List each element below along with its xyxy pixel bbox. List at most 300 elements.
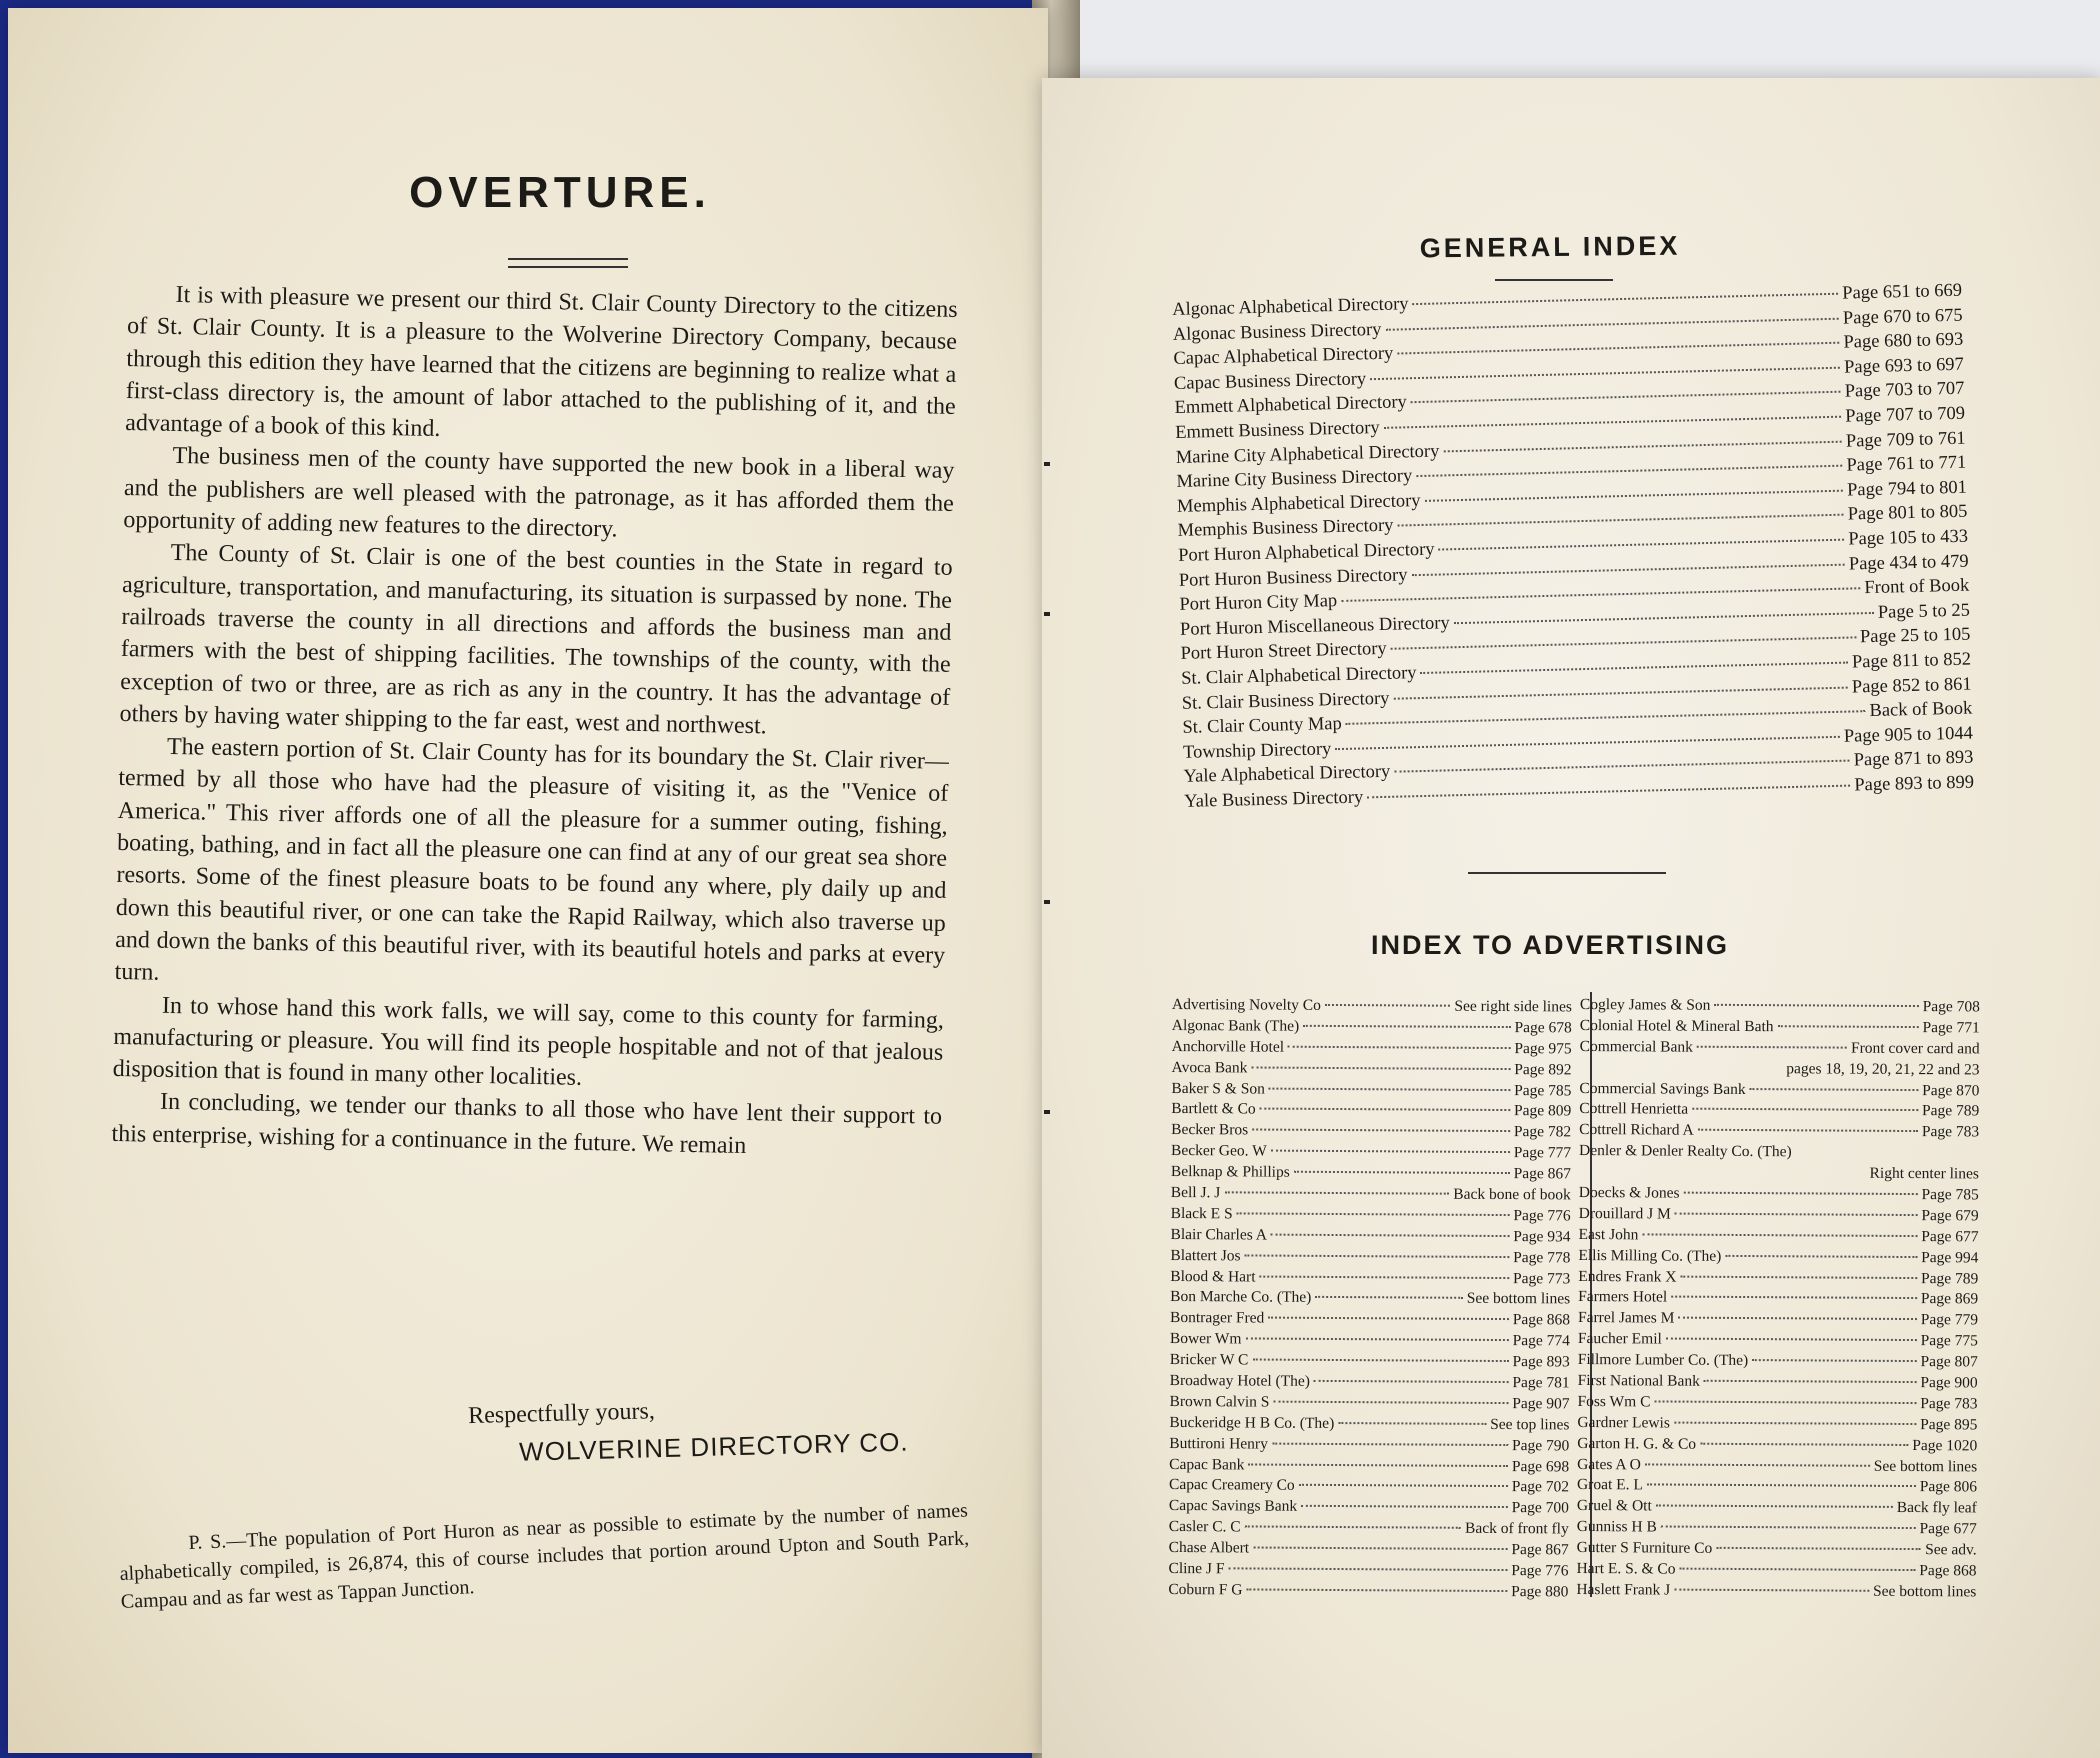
index-row bbox=[1577, 1539, 1977, 1562]
paragraph: In concluding, we tender our thanks to all those who have lent their support to this enterprise, wishing for a continuance in the future. We remain bbox=[111, 1089, 943, 1159]
entry-page: Page 789 bbox=[1920, 1269, 1979, 1288]
leader-dots bbox=[1271, 1233, 1509, 1236]
leader-dots bbox=[1315, 1296, 1462, 1299]
entry-page: Page 678 bbox=[1514, 1018, 1572, 1037]
entry-page: Page 807 bbox=[1920, 1353, 1978, 1371]
advertising-index-title: INDEX TO ADVERTISING bbox=[1370, 930, 1730, 960]
entry-page: Page 680 to 693 bbox=[1843, 329, 1964, 353]
entry-page: Page 679 bbox=[1921, 1206, 1979, 1225]
index-row bbox=[1579, 1205, 1979, 1228]
entry-page: Page 698 bbox=[1511, 1457, 1570, 1476]
index-row bbox=[1171, 1080, 1571, 1103]
index-row bbox=[1170, 1372, 1570, 1395]
entry-page: Page 702 bbox=[1511, 1478, 1570, 1496]
entry-name: Blair Charles A bbox=[1170, 1225, 1268, 1244]
entry-page: Page 105 to 433 bbox=[1848, 526, 1969, 550]
index-row bbox=[1578, 1247, 1978, 1270]
leader-dots bbox=[1341, 587, 1860, 602]
entry-page: Page 934 bbox=[1513, 1227, 1571, 1246]
entry-name: Gunniss H B bbox=[1576, 1518, 1657, 1536]
index-row bbox=[1170, 1247, 1570, 1270]
leader-dots bbox=[1752, 1359, 1916, 1362]
entry-name: Commercial Bank bbox=[1579, 1037, 1693, 1056]
entry-page: See adv. bbox=[1925, 1541, 1977, 1559]
leader-dots bbox=[1778, 1025, 1919, 1028]
entry-name: Baker S & Son bbox=[1171, 1079, 1265, 1098]
entry-name: St. Clair Alphabetical Directory bbox=[1181, 663, 1417, 689]
entry-name: Ellis Milling Co. (The) bbox=[1578, 1246, 1722, 1265]
entry-page: Page 703 to 707 bbox=[1844, 379, 1965, 402]
leader-dots bbox=[1288, 1045, 1510, 1048]
leader-dots bbox=[1268, 1317, 1508, 1320]
entry-name: Endres Frank X bbox=[1578, 1267, 1677, 1286]
entry-page: Page 434 to 479 bbox=[1848, 551, 1969, 575]
leader-dots bbox=[1273, 1401, 1508, 1404]
advertising-column-right bbox=[1576, 996, 1980, 1604]
entry-page: See bottom lines bbox=[1466, 1290, 1571, 1308]
general-index-rule bbox=[1495, 279, 1613, 281]
entry-name: Bower Wm bbox=[1169, 1330, 1242, 1348]
leader-dots bbox=[1246, 1338, 1509, 1342]
general-index-list bbox=[1172, 281, 1974, 817]
leader-dots bbox=[1443, 440, 1842, 452]
entry-name: Blattert Jos bbox=[1170, 1246, 1241, 1265]
leader-dots bbox=[1697, 1045, 1847, 1048]
entry-name: Haslett Frank J bbox=[1576, 1580, 1671, 1599]
entry-page: Page 801 to 805 bbox=[1847, 501, 1968, 525]
entry-name: Gruel & Ott bbox=[1576, 1497, 1652, 1515]
entry-page: Page 809 bbox=[1513, 1102, 1572, 1120]
leader-dots bbox=[1269, 1087, 1510, 1090]
leader-dots bbox=[1393, 686, 1848, 699]
index-row bbox=[1579, 1100, 1979, 1123]
index-row bbox=[1577, 1497, 1977, 1520]
entry-page: See bottom lines bbox=[1873, 1457, 1978, 1476]
entry-name: Becker Geo. W bbox=[1171, 1142, 1267, 1160]
index-row bbox=[1579, 1184, 1979, 1207]
leader-dots bbox=[1420, 661, 1848, 673]
general-index-title: GENERAL INDEX bbox=[1419, 230, 1681, 264]
entry-page: Back fly leaf bbox=[1896, 1499, 1977, 1517]
entry-page: See top lines bbox=[1490, 1415, 1570, 1434]
entry-name: Bricker W C bbox=[1169, 1351, 1249, 1369]
entry-name: First National Bank bbox=[1577, 1372, 1700, 1390]
leader-dots bbox=[1346, 710, 1866, 725]
index-row bbox=[1578, 1288, 1978, 1311]
entry-page: Page 693 to 697 bbox=[1843, 354, 1965, 378]
paragraph: The County of St. Clair is one of the best counties in the State in regard to agriculture, transportation, and manufacturing, its situation is surpassed by none. The railroads traverse the county in all directions and affords the business man and farmers with the best of shipping facilities. The townships of the county, with the exception of two or three, are as rich as any in the country. It has the advantage of others by having water shipping to the far east, west and northwest. bbox=[119, 540, 953, 740]
entry-name: Becker Bros bbox=[1171, 1121, 1249, 1139]
index-row bbox=[1577, 1476, 1977, 1499]
leader-dots bbox=[1411, 563, 1845, 576]
entry-page: Page 700 bbox=[1511, 1499, 1569, 1517]
entry-name: Yale Business Directory bbox=[1184, 787, 1364, 812]
leader-dots bbox=[1299, 1484, 1508, 1487]
index-row bbox=[1578, 1330, 1978, 1353]
entry-name: Faucher Emil bbox=[1577, 1330, 1662, 1348]
leader-dots bbox=[1656, 1505, 1893, 1508]
entry-page: Page 868 bbox=[1919, 1562, 1977, 1580]
leader-dots bbox=[1700, 1442, 1908, 1445]
entry-name: Commercial Savings Bank bbox=[1579, 1079, 1746, 1098]
entry-page: Page 775 bbox=[1920, 1332, 1978, 1350]
leader-dots bbox=[1397, 514, 1843, 527]
entry-page: Right center lines bbox=[1869, 1164, 1979, 1183]
entry-page: Page 783 bbox=[1921, 1123, 1980, 1141]
index-row bbox=[1170, 1288, 1570, 1311]
index-row bbox=[1577, 1414, 1977, 1437]
leader-dots bbox=[1680, 1568, 1916, 1571]
leader-dots bbox=[1335, 736, 1840, 750]
leader-dots bbox=[1692, 1108, 1918, 1111]
leader-dots bbox=[1674, 1589, 1869, 1592]
leader-dots bbox=[1252, 1359, 1508, 1363]
entry-page: Page 811 to 852 bbox=[1851, 649, 1972, 673]
entry-name: Port Huron Alphabetical Directory bbox=[1178, 539, 1435, 566]
entry-name: Fillmore Lumber Co. (The) bbox=[1577, 1351, 1749, 1370]
entry-page: Page 994 bbox=[1921, 1248, 1979, 1267]
index-row bbox=[1580, 1038, 1980, 1061]
leader-dots bbox=[1716, 1547, 1921, 1550]
entry-name: Brown Calvin S bbox=[1169, 1392, 1270, 1411]
entry-name: Casler C. C bbox=[1168, 1518, 1241, 1536]
entry-name: Advertising Novelty Co bbox=[1171, 996, 1321, 1014]
entry-name: Foss Wm C bbox=[1577, 1392, 1651, 1411]
leader-dots bbox=[1714, 1004, 1918, 1007]
entry-name: Marine City Alphabetical Directory bbox=[1175, 441, 1440, 468]
leader-dots bbox=[1251, 1066, 1510, 1070]
index-row bbox=[1169, 1414, 1569, 1437]
leader-dots bbox=[1698, 1129, 1918, 1132]
entry-page: Page 776 bbox=[1511, 1562, 1569, 1580]
entry-name: Cottrell Henrietta bbox=[1579, 1100, 1689, 1119]
overture-title: OVERTURE. bbox=[409, 168, 711, 217]
index-row bbox=[1172, 1017, 1572, 1040]
paragraph: The eastern portion of St. Clair County has for its boundary the St. Clair river—termed by all those who have had the pleasure of visiting it, as the "Venice of America." This river affords one of all the pleasure for a summer outing, fishing, boating, bathing, and in fact all the pleasure one can find at any of our great sea shore resorts. Some of the finest pleasure boats to be found any where, ply daily up and down this beautiful river, or one can take the Rapid Railway, which also traverse up and down the banks of this beautiful river, with its beautiful hotels and parks at every turn. bbox=[114, 733, 950, 986]
entry-page: Page 677 bbox=[1919, 1520, 1977, 1538]
paragraph: The business men of the county have supported the new book in a liberal way and the publishers are well pleased with the patronage, as it has afforded them the opportunity of adding new features to the directory. bbox=[123, 443, 955, 543]
entry-name: Emmett Business Directory bbox=[1175, 417, 1380, 443]
leader-dots bbox=[1647, 1484, 1916, 1488]
entry-page: Page 870 bbox=[1922, 1081, 1980, 1100]
entry-page: Page 773 bbox=[1512, 1269, 1571, 1288]
index-row bbox=[1171, 1163, 1571, 1186]
leader-dots bbox=[1248, 1463, 1507, 1467]
overture-body bbox=[111, 278, 958, 1166]
entry-page: Page 778 bbox=[1513, 1248, 1571, 1267]
entry-page: Page 708 bbox=[1922, 998, 1980, 1016]
entry-page: Page 761 to 771 bbox=[1846, 452, 1967, 476]
index-row bbox=[1171, 1100, 1571, 1123]
leader-dots bbox=[1411, 391, 1841, 404]
leader-dots bbox=[1314, 1380, 1508, 1383]
entry-page: Back of front fly bbox=[1464, 1520, 1569, 1538]
entry-page: Page 5 to 25 bbox=[1877, 600, 1971, 623]
leader-dots bbox=[1666, 1338, 1917, 1342]
index-row bbox=[1577, 1435, 1977, 1458]
index-row bbox=[1577, 1456, 1977, 1479]
entry-page: Page 867 bbox=[1513, 1165, 1571, 1183]
entry-name: Capac Alphabetical Directory bbox=[1173, 343, 1394, 370]
index-row bbox=[1169, 1476, 1569, 1499]
entry-name: Belknap & Phillips bbox=[1170, 1163, 1290, 1181]
entry-name: Groat E. L bbox=[1576, 1476, 1643, 1494]
entry-name: Gardner Lewis bbox=[1577, 1413, 1670, 1432]
entry-name: Doecks & Jones bbox=[1578, 1184, 1680, 1202]
entry-name: St. Clair County Map bbox=[1182, 714, 1342, 738]
index-row bbox=[1576, 1581, 1976, 1604]
leader-dots bbox=[1272, 1442, 1508, 1445]
entry-name: Denler & Denler Realty Co. (The) bbox=[1579, 1142, 1792, 1161]
index-row bbox=[1577, 1393, 1977, 1416]
entry-page: Back of Book bbox=[1869, 698, 1973, 722]
entry-name: Gates A O bbox=[1577, 1455, 1641, 1473]
index-row bbox=[1168, 1560, 1568, 1583]
entry-page: Page 774 bbox=[1512, 1332, 1570, 1350]
index-row bbox=[1170, 1351, 1570, 1374]
index-row bbox=[1170, 1309, 1570, 1332]
index-row bbox=[1169, 1497, 1569, 1520]
entry-name: Farmers Hotel bbox=[1578, 1288, 1668, 1307]
index-row bbox=[1169, 1518, 1569, 1541]
section-divider bbox=[1468, 872, 1666, 874]
entry-page: Page 783 bbox=[1920, 1395, 1978, 1413]
entry-page: Page 975 bbox=[1514, 1039, 1572, 1058]
leader-dots bbox=[1661, 1526, 1916, 1530]
entry-name: Marine City Business Directory bbox=[1176, 466, 1413, 493]
advertising-column-left bbox=[1168, 996, 1572, 1604]
entry-page: Page 893 to 899 bbox=[1854, 772, 1975, 796]
leader-dots bbox=[1294, 1171, 1510, 1174]
index-row bbox=[1579, 1163, 1979, 1186]
entry-name: Port Huron Miscellaneous Directory bbox=[1179, 613, 1450, 640]
entry-name: Cline J F bbox=[1168, 1560, 1225, 1578]
entry-name: Capac Bank bbox=[1169, 1455, 1245, 1474]
leader-dots bbox=[1246, 1588, 1507, 1592]
entry-page: Page 900 bbox=[1920, 1374, 1978, 1392]
leader-dots bbox=[1654, 1400, 1916, 1404]
entry-page: Page 868 bbox=[1512, 1311, 1571, 1329]
entry-name: Yale Alphabetical Directory bbox=[1183, 762, 1391, 788]
entry-name: St. Clair Business Directory bbox=[1181, 688, 1390, 714]
entry-name: Broadway Hotel (The) bbox=[1169, 1372, 1311, 1390]
entry-name: Algonac Bank (The) bbox=[1171, 1016, 1300, 1035]
index-row bbox=[1170, 1268, 1570, 1291]
entry-name: Memphis Alphabetical Directory bbox=[1176, 490, 1421, 517]
leader-dots bbox=[1260, 1108, 1510, 1112]
entry-page: See bottom lines bbox=[1872, 1582, 1977, 1601]
entry-name: Cogley James & Son bbox=[1579, 996, 1711, 1014]
leader-dots bbox=[1325, 1004, 1451, 1007]
entry-page: Page 789 bbox=[1921, 1102, 1980, 1120]
entry-page: Page 880 bbox=[1511, 1583, 1569, 1601]
entry-name: Algonac Business Directory bbox=[1172, 319, 1382, 345]
leader-dots bbox=[1412, 293, 1838, 305]
leader-dots bbox=[1338, 1422, 1486, 1425]
entry-page: Page 1020 bbox=[1912, 1436, 1978, 1455]
leader-dots bbox=[1245, 1254, 1510, 1258]
paragraph: It is with pleasure we present our third St. Clair County Directory to the citizens of St. Clair County. It is a pleasure to the Wolverine Directory Company, because through this edition they have learned that the citizens are beginning to realize what a first-class directory is, the amount of labor attached to the publishing of it, and the advantage of a book of this kind. bbox=[124, 281, 958, 443]
entry-name: Hart E. S. & Co bbox=[1576, 1560, 1676, 1578]
entry-page: Page 781 bbox=[1512, 1374, 1570, 1392]
index-row bbox=[1169, 1456, 1569, 1479]
entry-page: Page 794 to 801 bbox=[1846, 477, 1968, 501]
index-row bbox=[1578, 1309, 1978, 1332]
leader-dots bbox=[1252, 1129, 1510, 1133]
entry-page: pages 18, 19, 20, 21, 22 and 23 bbox=[1786, 1059, 1980, 1079]
entry-name: Bartlett & Co bbox=[1171, 1100, 1256, 1118]
index-row bbox=[1171, 1184, 1571, 1207]
index-row bbox=[1577, 1518, 1977, 1541]
leader-dots bbox=[1271, 1150, 1510, 1153]
leader-dots bbox=[1454, 612, 1874, 624]
index-row bbox=[1578, 1268, 1978, 1291]
leader-dots bbox=[1424, 489, 1843, 501]
leader-dots bbox=[1260, 1275, 1509, 1279]
entry-page: Back bone of book bbox=[1453, 1185, 1571, 1204]
entry-page: Page 867 bbox=[1511, 1541, 1569, 1559]
entry-page: Page 677 bbox=[1921, 1227, 1979, 1246]
entry-page: Page 25 to 105 bbox=[1859, 624, 1971, 648]
leader-dots bbox=[1245, 1526, 1461, 1529]
leader-dots bbox=[1367, 784, 1850, 798]
entry-page: Page 806 bbox=[1919, 1478, 1978, 1496]
entry-page: Page 785 bbox=[1514, 1081, 1572, 1100]
title-rule bbox=[508, 258, 628, 268]
entry-name: Township Directory bbox=[1182, 738, 1332, 763]
index-row bbox=[1578, 1226, 1978, 1249]
index-row bbox=[1170, 1226, 1570, 1249]
index-row bbox=[1169, 1435, 1569, 1458]
entry-name: Garton H. G. & Co bbox=[1577, 1434, 1697, 1453]
entry-page: Page 776 bbox=[1513, 1206, 1571, 1225]
entry-page: Page 892 bbox=[1514, 1060, 1572, 1079]
entry-name: Drouillard J M bbox=[1578, 1204, 1671, 1223]
entry-page: Front cover card and bbox=[1850, 1039, 1980, 1058]
index-row bbox=[1579, 1080, 1979, 1103]
leader-dots bbox=[1301, 1505, 1507, 1508]
leader-dots bbox=[1704, 1380, 1916, 1383]
index-row bbox=[1578, 1372, 1978, 1395]
entry-page: Page 869 bbox=[1920, 1290, 1979, 1308]
entry-page: Page 777 bbox=[1513, 1144, 1572, 1162]
leader-dots bbox=[1228, 1567, 1507, 1571]
leader-dots bbox=[1439, 539, 1845, 551]
index-row bbox=[1576, 1560, 1976, 1583]
entry-page: Page 893 bbox=[1512, 1353, 1570, 1371]
leader-dots bbox=[1397, 342, 1839, 355]
entry-name: Capac Savings Bank bbox=[1168, 1497, 1298, 1516]
entry-name: Colonial Hotel & Mineral Bath bbox=[1579, 1016, 1774, 1036]
index-row bbox=[1171, 1205, 1571, 1228]
entry-name: Coburn F G bbox=[1168, 1580, 1243, 1599]
company-signature: WOLVERINE DIRECTORY CO. bbox=[518, 1426, 909, 1467]
entry-name: Blood & Hart bbox=[1170, 1267, 1256, 1286]
index-row bbox=[1579, 1121, 1979, 1144]
closing-salutation: Respectfully yours, bbox=[467, 1398, 656, 1430]
entry-name: Port Huron Street Directory bbox=[1180, 639, 1387, 665]
entry-name: Gutter S Furniture Co bbox=[1576, 1539, 1713, 1557]
entry-page: Page 707 to 709 bbox=[1845, 403, 1966, 427]
leader-dots bbox=[1237, 1212, 1510, 1216]
entry-name: Capac Business Directory bbox=[1173, 369, 1367, 394]
leader-dots bbox=[1671, 1296, 1917, 1300]
entry-name: Capac Creamery Co bbox=[1168, 1476, 1295, 1495]
leader-dots bbox=[1684, 1192, 1918, 1195]
entry-page: Page 771 bbox=[1922, 1018, 1980, 1037]
entry-name: Avoca Bank bbox=[1171, 1058, 1248, 1077]
postscript-text: P. S.—The population of Port Huron as near as possible to estimate by the number of names alphabetically compiled, is 26,874, this of course includes that portion around Upton and South Park, Campau and as far west as Tappan Junction. bbox=[119, 1499, 970, 1613]
leader-dots bbox=[1384, 416, 1842, 429]
entry-name: Port Huron City Map bbox=[1179, 591, 1338, 616]
entry-page: Page 905 to 1044 bbox=[1843, 723, 1974, 747]
leader-dots bbox=[1674, 1421, 1916, 1424]
leader-dots bbox=[1645, 1463, 1870, 1466]
entry-name: Anchorville Hotel bbox=[1171, 1037, 1285, 1056]
entry-page: Page 907 bbox=[1512, 1395, 1570, 1413]
index-row bbox=[1171, 1059, 1571, 1082]
index-row bbox=[1172, 1038, 1572, 1061]
index-row bbox=[1579, 1059, 1979, 1082]
entry-name: East John bbox=[1578, 1225, 1639, 1244]
leader-dots bbox=[1253, 1547, 1507, 1551]
entry-name: Chase Albert bbox=[1168, 1539, 1250, 1557]
entry-page: Page 895 bbox=[1920, 1415, 1978, 1434]
entry-name: Emmett Alphabetical Directory bbox=[1174, 392, 1408, 419]
index-row bbox=[1171, 1142, 1571, 1165]
index-row bbox=[1169, 1393, 1569, 1416]
leader-dots bbox=[1224, 1191, 1449, 1194]
entry-page: Page 709 to 761 bbox=[1845, 428, 1966, 452]
entry-name: Port Huron Business Directory bbox=[1178, 564, 1408, 591]
entry-name: Bontrager Fred bbox=[1169, 1309, 1265, 1327]
index-row bbox=[1170, 1330, 1570, 1353]
entry-page: Page 670 to 675 bbox=[1842, 305, 1963, 329]
entry-page: Page 852 to 861 bbox=[1851, 674, 1972, 698]
leader-dots bbox=[1303, 1025, 1510, 1028]
index-row bbox=[1578, 1351, 1978, 1374]
leader-dots bbox=[1678, 1317, 1916, 1320]
entry-name: Bon Marche Co. (The) bbox=[1170, 1288, 1312, 1307]
index-row bbox=[1168, 1581, 1568, 1604]
entry-name: Buckeridge H B Co. (The) bbox=[1169, 1413, 1335, 1432]
leader-dots bbox=[1416, 465, 1842, 477]
leader-dots bbox=[1385, 317, 1839, 330]
leader-dots bbox=[1750, 1088, 1919, 1091]
entry-name: Memphis Business Directory bbox=[1177, 516, 1394, 542]
entry-page: Page 871 to 893 bbox=[1853, 747, 1974, 771]
leader-dots bbox=[1370, 366, 1840, 379]
leader-dots bbox=[1391, 637, 1856, 650]
entry-page: Front of Book bbox=[1864, 575, 1970, 599]
entry-name: Farrel James M bbox=[1577, 1309, 1675, 1327]
entry-page: Page 785 bbox=[1921, 1186, 1979, 1204]
paragraph: In to whose hand this work falls, we will say, come to this county for farming, manufacturing or pleasure. You will find its people hospitable and not of that jealous disposition that is found in many other localities. bbox=[112, 992, 945, 1091]
leader-dots bbox=[1394, 760, 1849, 773]
leader-dots bbox=[1642, 1233, 1917, 1237]
entry-page: Page 782 bbox=[1513, 1123, 1572, 1141]
index-row bbox=[1169, 1539, 1569, 1562]
index-row bbox=[1579, 1142, 1979, 1165]
index-row bbox=[1580, 1017, 1980, 1040]
index-row bbox=[1171, 1121, 1571, 1144]
entry-name: Black E S bbox=[1170, 1204, 1233, 1223]
entry-page: See right side lines bbox=[1454, 997, 1572, 1016]
index-row bbox=[1172, 996, 1572, 1019]
entry-page: Page 651 to 669 bbox=[1842, 280, 1963, 304]
entry-name: Buttironi Henry bbox=[1169, 1434, 1268, 1453]
entry-name: Algonac Alphabetical Directory bbox=[1172, 294, 1409, 320]
